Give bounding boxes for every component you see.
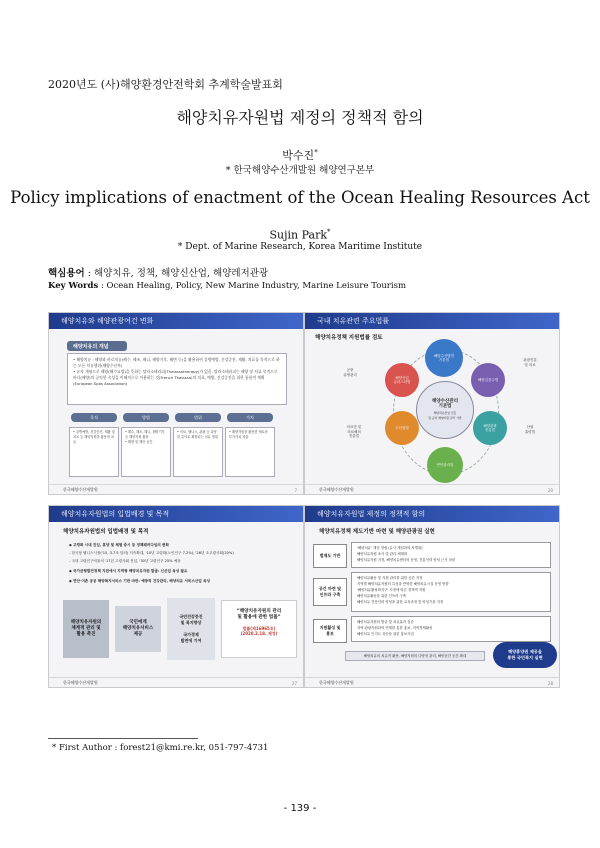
slide-header: 해양치유자원법 제정의 정책적 함의 — [305, 506, 559, 522]
slide-footer: 한국해양수산개발원 — [305, 677, 559, 687]
row-item: 해양치유자원의 발굴 및 치유효과 검증 — [357, 620, 414, 624]
author-korean — [0, 147, 600, 163]
flow-step: 국민에게 해양치유서비스 제공 — [115, 606, 161, 652]
flow-step: 국민건강증진 및 복지향상 국가경제 발전에 기여 — [167, 598, 215, 660]
slide-page-number: 28 — [547, 681, 553, 686]
footnote: * First Author : forest21@kmi.re.kr, 051-797-4731 — [52, 743, 269, 753]
page-number: - 139 - — [283, 803, 317, 814]
slide-policy-implications — [304, 505, 560, 688]
author-english — [0, 228, 600, 242]
author-mark: * — [314, 148, 318, 157]
keywords-korean — [48, 265, 268, 279]
related-law-note: 산림 휴양법 — [524, 425, 536, 434]
slide-subtitle: 해양치유정책 제도기반 마련 및 해양관광권 실현 — [319, 529, 435, 535]
law-circle: 해양산업 클러스터법 — [385, 363, 419, 397]
paper-title-korean: 해양치유자원법 제정의 정책적 함의 — [176, 108, 424, 127]
law-circle: 해양수산발전 기본법 — [425, 339, 463, 377]
row-items — [351, 616, 551, 642]
row-item: 해양치유 전문인력 양성을 위한 교육과정 및 양성기관 지정 — [357, 600, 444, 604]
concept-card: • 해양자원을 활용한 새로운 부가가치 창출 — [225, 427, 275, 477]
author-name-english: Sujin Park — [269, 228, 328, 242]
slide-related-laws — [304, 312, 560, 495]
background-line: ◆ 국가균형발전정책 지원에서 지역형 해양치유자원 발굴: 신산업 육성 필요 — [69, 569, 188, 573]
conference-header: 2020년도 (사)해양환경안전학회 추계학술발표회 — [48, 78, 283, 91]
row-item: 해양치유 인지도 상승을 위한 홍보사업 — [357, 632, 414, 636]
row-label: 공간 마련 및 인프라 구축 — [313, 578, 347, 606]
concept-card: • 질병예방, 건강증진, 재활 및 치료 등 해양자원을 활용한 치유 — [69, 427, 119, 477]
center-law-subtitle: 해양치유산업 진흥 및 공익 해양자원 관리 기반 — [428, 411, 462, 420]
concept-card: • 해수, 해조, 해니, 해양기후 등 해양자원 활용 • 해변 및 해안 공간 — [121, 427, 171, 477]
background-line: - 국내 고령인구비율의 '17년 고령사회 진입, '30년 고령인구 25% 예상 — [69, 559, 181, 563]
slide-ocean-healing-concept — [48, 312, 304, 495]
related-law-note: 공중 위생관리 — [343, 368, 357, 377]
footnote-divider — [48, 738, 198, 739]
slide-subtitle: 해양치유자원법의 입법배경 및 목적 — [63, 529, 149, 535]
slide-subtitle: 해양치유의 개념 — [73, 343, 109, 350]
slide-page-number: 7 — [294, 488, 297, 493]
law-circle: 연안관리법 — [427, 447, 463, 483]
welfare-badge: 해양휴양권 제공을 통한 국민복지 실현 — [493, 642, 557, 668]
related-law-note: 관광진흥 및 의료 — [523, 358, 537, 367]
slide-footer: 한국해양수산개발원 — [49, 484, 303, 494]
slide-page-number: 27 — [291, 681, 297, 686]
slide-header: 해양치유자원법의 입법배경 및 목적 — [49, 506, 303, 522]
related-law-note: 의료법 및 의료해외 진출법 — [346, 425, 362, 438]
keywords-korean-text: : 해양치유, 정책, 해양신산업, 해양레저관광 — [84, 268, 269, 279]
law-quote: “해양치유자원의 관리 및 활용에 관한 법률” — [236, 609, 282, 620]
law-circle: 수산업법 — [385, 411, 419, 445]
flow-step: 해양치유자원의 체계적 관리 및 활용 촉진 — [63, 600, 109, 658]
row-item: 지역별 해양치유자원의 특성을 반영한 해양치유시설 운영 방향 — [357, 582, 449, 586]
row-item: '해양치유활성화지구' 지정에 따른 정책적 지원 — [357, 588, 426, 592]
row-item: 해양치유자원 지정, 해양치유센터의 운영, 전통인력 양성 근거 마련 — [357, 558, 456, 562]
row-item: '해양치유' 개념 정립 (유사 개념과의 차별화) — [357, 546, 423, 550]
row-items — [351, 572, 551, 612]
law-circle: 해양심층수법 — [471, 363, 505, 397]
center-law-title: 해양수산관리 기본법 — [431, 399, 459, 409]
author-name-korean: 박수진 — [282, 149, 315, 162]
slide-legislative-background — [48, 505, 304, 688]
row-label: 지원활성 및 홍보 — [313, 619, 347, 643]
pill-value: 가치 — [227, 413, 273, 422]
affiliation-english: * Dept. of Marine Research, Korea Maritime Institute — [177, 242, 423, 252]
slide-footer: 한국해양수산개발원 — [305, 484, 559, 494]
slide-page-number: 20 — [547, 488, 553, 493]
paper-title-english: Policy implications of enactment of the Ocean Healing Resources Act — [10, 188, 590, 207]
row-item: 지역 관광자원과의 연계를 통한 홍보, 지역경제활성 — [357, 626, 433, 630]
pill-scope: 범위 — [175, 413, 221, 422]
pill-method: 방법 — [123, 413, 169, 422]
row-item: 해양치유활동 및 지원 관리를 위한 공간 지정 — [357, 576, 423, 580]
background-line: ◆ 고령화 시대 진입, 휴양 및 체험 중시 등 정책패러다임의 변화 — [69, 543, 169, 547]
author-mark: * — [327, 228, 331, 236]
bottom-summary: 해양치유의 치유적 활용, 해양자원의 다양성 관리, 해양공간 공간 확대 — [345, 651, 485, 661]
row-item: 해양치유자원 조사 및 관리 체계화 — [357, 552, 408, 556]
concept-text-box: • 해양치유 : 해양과 바로치유(해수, 해조, 해니, 해양기후, 해변 등)을 활용하여 질병예방, 건강증진, 재활, 치료를 목적으로 하는 모든 치유행위(해양수산부) • 유사 개념으로 해양(해수요법)을 뜻하는 탈라소테라피(Thalassotherapy)가 있음. 탈라소테라피는 해양 및 치료 목적으로 바다(해양)의 공익한 속성을 이해적으로 이용하는 것(French Thalasso)의 치료, 예방, 건강증진을 위한 통합적 계획(European Spas Association) — [67, 353, 287, 405]
law-quote-sub: 법률(제16965호) (2020.2.18. 제정) — [240, 626, 278, 636]
law-quote-box — [221, 600, 297, 658]
affiliation-korean: * 한국해양수산개발원 해양연구본부 — [225, 165, 375, 176]
row-label: 법제도 기반 — [313, 544, 347, 568]
keywords-english — [48, 281, 406, 291]
law-circle: 해양관광 진흥법 — [473, 411, 507, 445]
keywords-english-label: Key Words — [48, 281, 99, 291]
row-item: 해양치유활동을 위한 인프라 구축 — [357, 594, 407, 598]
background-line: ◆ 연안·어촌 공공 해양복지서비스 기반 마련: 예방적 건강관리, 해양치유 서비스산업 육성 — [69, 579, 210, 583]
keywords-korean-label: 핵심용어 — [48, 268, 85, 279]
background-line: - 한국형 웰니스시장('15, 3.7조 달러) 지속확대, '10년 고령화(노인인구 7.2%), '26년 초고령사회(20%) — [69, 551, 234, 555]
center-law-circle — [416, 381, 474, 439]
slide-footer: 한국해양수산개발원 — [49, 677, 303, 687]
concept-card: • 의료, 웰니스, 관광 등 다양한 분야로 확장되는 치유 범위 — [173, 427, 223, 477]
slide-subtitle: 해양치유정책 지원법률 검토 — [315, 335, 383, 341]
pill-purpose: 목적 — [71, 413, 117, 422]
keywords-english-text: : Ocean Healing, Policy, New Marine Industry, Marine Leisure Tourism — [98, 281, 407, 291]
slide-header: 해양치유와 해양관광여건 변화 — [49, 313, 303, 329]
row-items — [351, 542, 551, 568]
slide-header: 국내 치유관련 주요법률 — [305, 313, 559, 329]
